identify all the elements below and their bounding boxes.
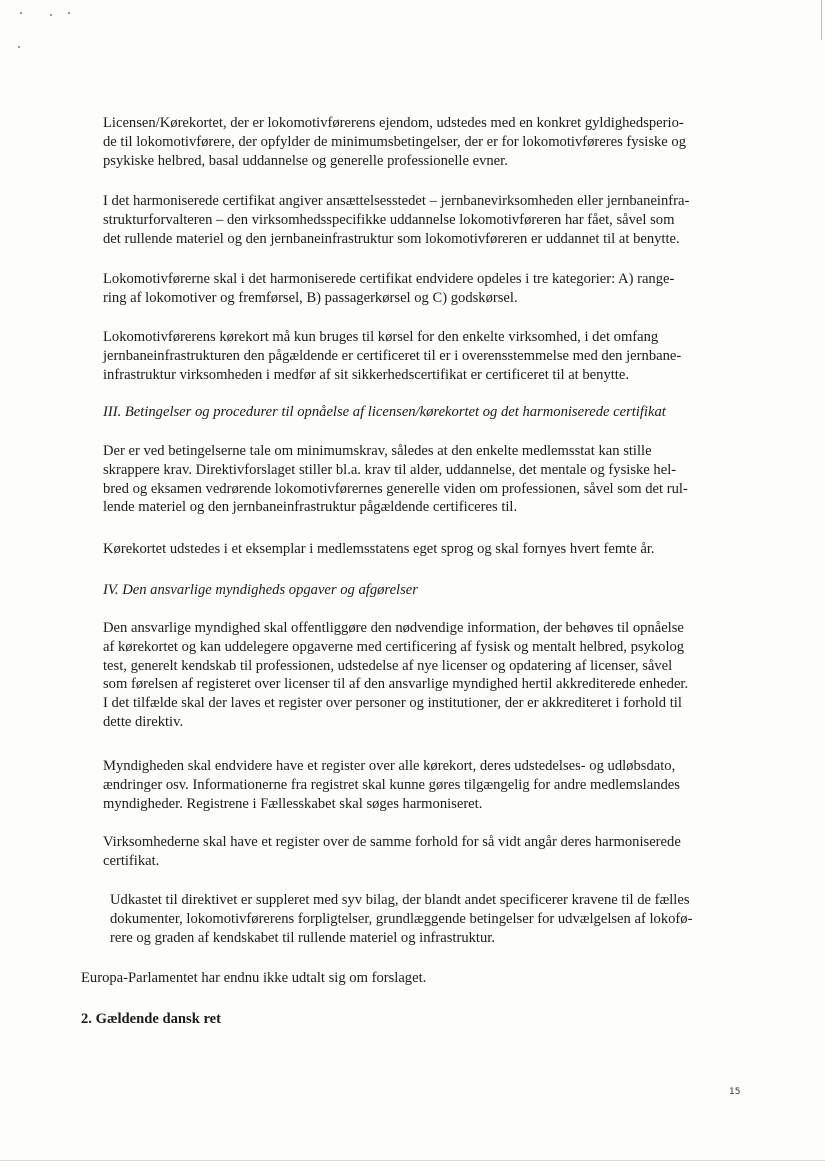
page-number: 15: [729, 1087, 741, 1097]
paragraph-virksomheder-register: Virksomhederne skal have et register over de samme forhold for så vidt angår deres harmoniserede certifikat.: [103, 834, 681, 869]
section-heading-gaeldende-dansk-ret: 2. Gældende dansk ret: [81, 1011, 222, 1027]
section-heading-iv: IV. Den ansvarlige myndigheds opgaver og afgørelser: [103, 582, 418, 598]
paragraph-register-koerekort: Myndigheden skal endvidere have et register over alle kørekort, deres udstedelses- og udløbsdato, ændringer osv. Informationerne fra registret skal kunne gøres tilgængelig for andre medlemslandes myndigheder. Registrene i Fællesskabet skal søges harmoniseret.: [103, 758, 680, 812]
paragraph-kategorier: Lokomotivførerne skal i det harmoniserede certifikat endvidere opdeles i tre kategorier: A) range- ring af lokomotiver og fremførsel, B) passagerkørsel og C) godskørsel.: [103, 271, 675, 306]
scan-bottom-edge: [0, 1160, 825, 1161]
section-heading-iii: III. Betingelser og procedurer til opnåelse af licensen/kørekortet og det harmoniserede certifikat: [103, 404, 666, 420]
scan-speck: [68, 12, 70, 14]
scan-speck: [18, 46, 20, 48]
paragraph-harmoniserede-certifikat: I det harmoniserede certifikat angiver ansættelsesstedet – jernbanevirksomheden eller jernbaneinfra- strukturforvalteren – den virksomhedsspecifikke uddannelse lokomotivføreren har fået, såvel som det rullende materiel og den jernbaneinfrastruktur som lokomotivføreren er uddannet til at benytte.: [103, 193, 690, 247]
paragraph-europa-parlamentet: Europa-Parlamentet har endnu ikke udtalt sig om forslaget.: [81, 970, 427, 986]
paragraph-koerekort-udstedes: Kørekortet udstedes i et eksemplar i medlemsstatens eget sprog og skal fornyes hvert femte år.: [103, 541, 655, 557]
scan-speck: [20, 12, 22, 14]
paragraph-minimumskrav: Der er ved betingelserne tale om minimumskrav, således at den enkelte medlemsstat kan stille skrappere krav. Direktivforslaget stiller bl.a. krav til alder, uddannelse, det mentale og fysiske hel- bred og eksamen vedrørende lokomotivførernes generelle viden om professionen, såvel som det rul- lende materiel og den jernbaneinfrastruktur pågældende certificeres til.: [103, 443, 688, 516]
paragraph-bilag: Udkastet til direktivet er suppleret med syv bilag, der blandt andet specificerer kravene til de fælles dokumenter, lokomotivførerens forpligtelser, grundlæggende betingelser for udvælgelsen af lokofø- rere og graden af kendskabet til rullende materiel og infrastruktur.: [110, 892, 693, 946]
scan-speck: [50, 14, 52, 16]
scan-edge-mark: [821, 0, 822, 40]
paragraph-licensen: Licensen/Kørekortet, der er lokomotivførerens ejendom, udstedes med en konkret gyldighedsperio- de til lokomotivførere, der opfylder de minimumsbetingelser, der er for lokomotivføreres fysiske og psykiske helbred, basal uddannelse og generelle professionelle evner.: [103, 115, 687, 169]
paragraph-ansvarlige-myndighed: Den ansvarlige myndighed skal offentliggøre den nødvendige information, der behøves til opnåelse af kørekortet og kan uddelegere opgaverne med certificering af fysisk og mentalt helbred, psykolog test, generelt kendskab til professionen, udstedelse af nye licenser og opdatering af licenser, såvel som førelsen af registeret over licenser til af den ansvarlige myndighed hertil akkrediterede enheder. I det tilfælde skal der laves et register over personer og institutioner, der er akkrediteret i forhold til dette direktiv.: [103, 620, 689, 730]
paragraph-koerekort-brug: Lokomotivførerens kørekort må kun bruges til kørsel for den enkelte virksomhed, i det omfang jernbaneinfrastrukturen den pågældende er certificeret til er i overensstemmelse med den jernbane- infrastruktur virksomheden i medfør af sit sikkerhedscertifikat er certificeret til at benytte.: [103, 329, 682, 383]
